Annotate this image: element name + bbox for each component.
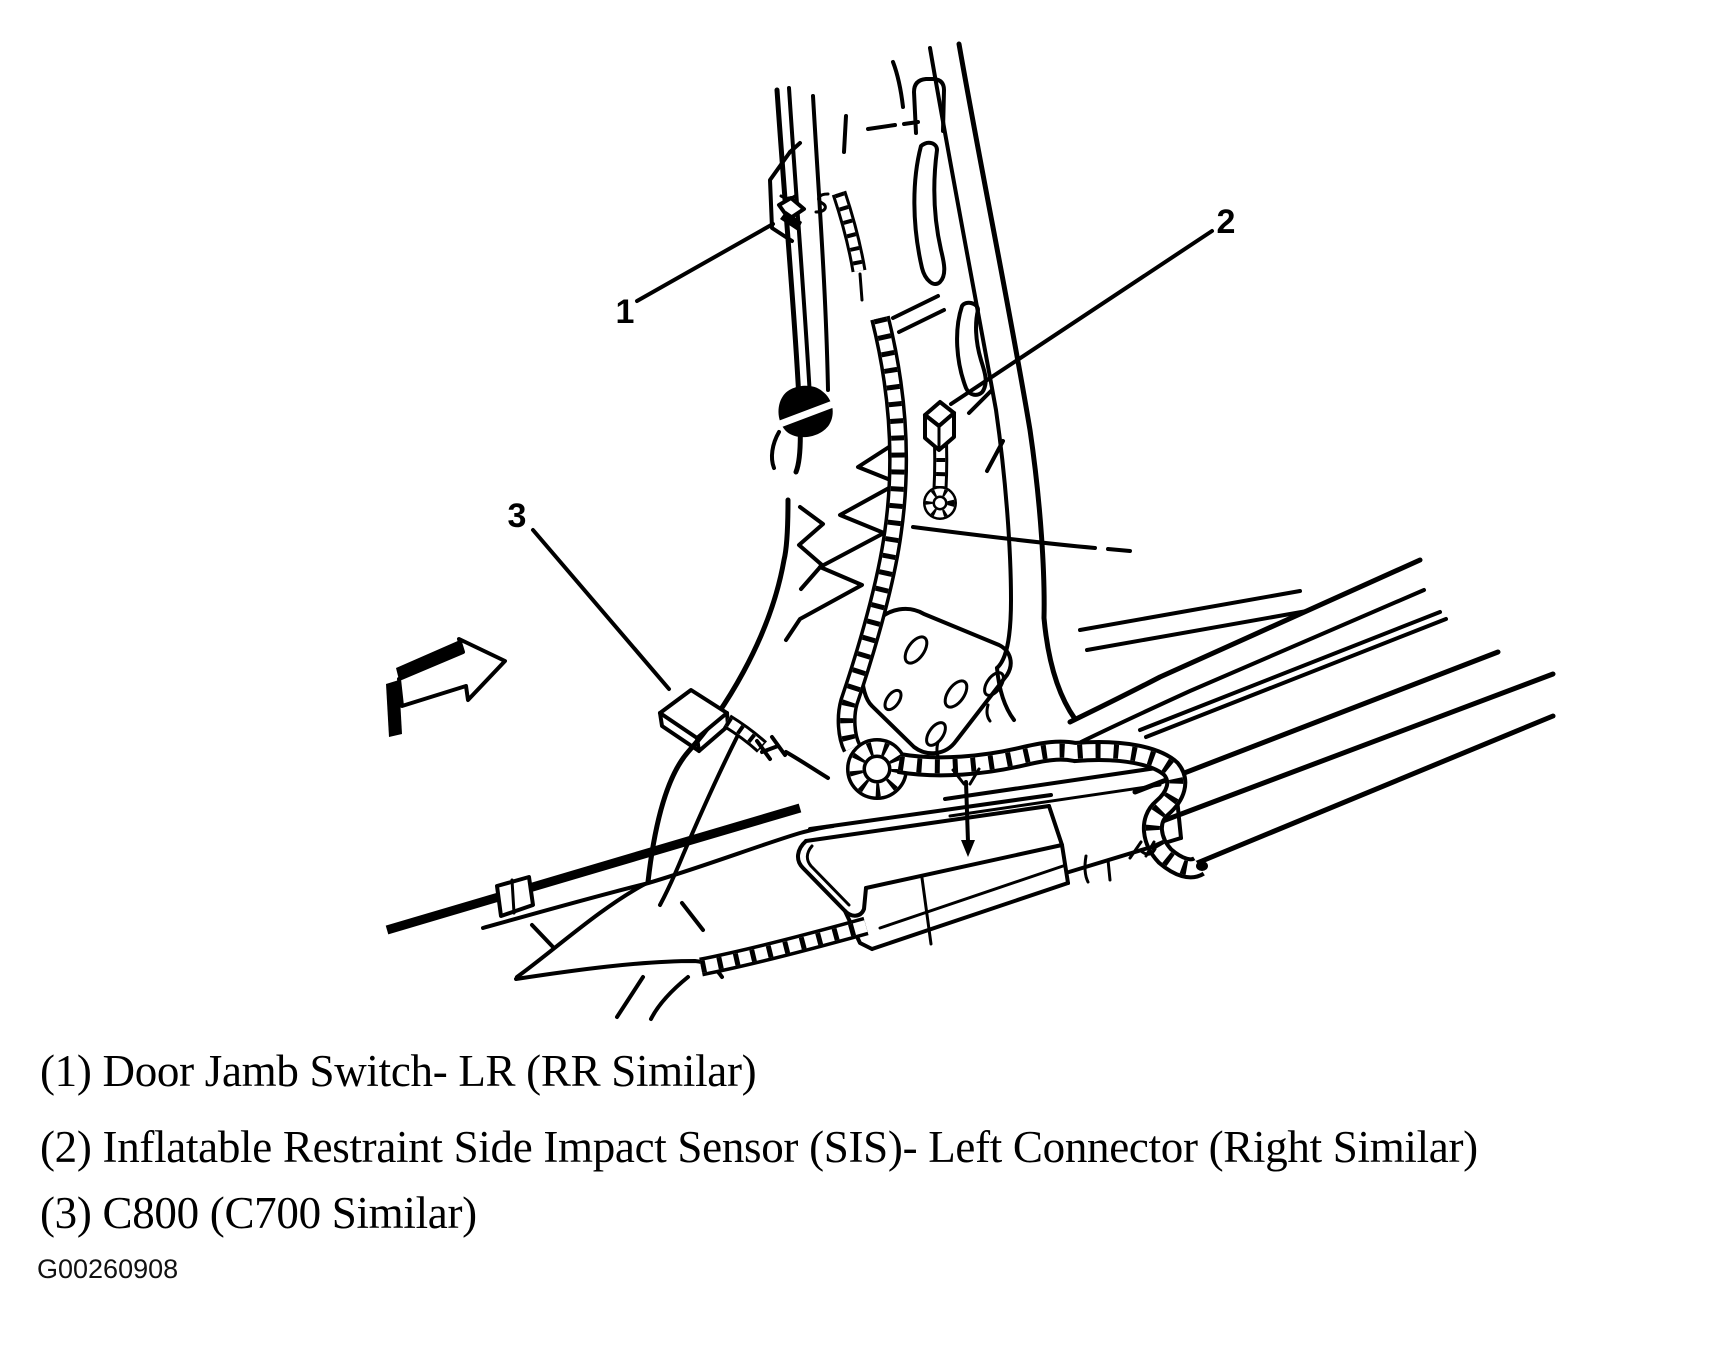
legend <box>37 1046 1478 1284</box>
legend-item-2: (2) Inflatable Restraint Side Impact Sensor (SIS)- Left Connector (Right Similar) <box>40 1122 1478 1172</box>
callout-2-leader <box>951 231 1212 404</box>
harness-grommet <box>772 386 833 468</box>
figure-code: G00260908 <box>37 1254 179 1284</box>
conduit-pillar <box>847 318 898 748</box>
callout-3-label: 3 <box>507 497 527 535</box>
conduit-upper <box>839 193 862 300</box>
harness-coil <box>856 748 898 790</box>
legend-item-3: (3) C800 (C700 Similar) <box>40 1188 477 1238</box>
callout-3 <box>508 497 669 689</box>
callout-1-label: 1 <box>615 293 635 331</box>
c800-connector <box>660 690 828 778</box>
pillar-slot-upper <box>914 143 944 284</box>
conduit-front <box>701 926 866 967</box>
direction-arrow-icon <box>386 639 505 737</box>
legend-item-1: (1) Door Jamb Switch- LR (RR Similar) <box>40 1046 757 1096</box>
callout-3-leader <box>533 530 669 689</box>
sis-connector <box>925 402 954 450</box>
callout-1-leader <box>637 224 773 301</box>
pillar-slot-lower <box>957 303 986 395</box>
floor-and-rocker-left <box>387 737 833 1019</box>
callout-1 <box>616 224 773 331</box>
callout-2-label: 2 <box>1216 203 1236 241</box>
